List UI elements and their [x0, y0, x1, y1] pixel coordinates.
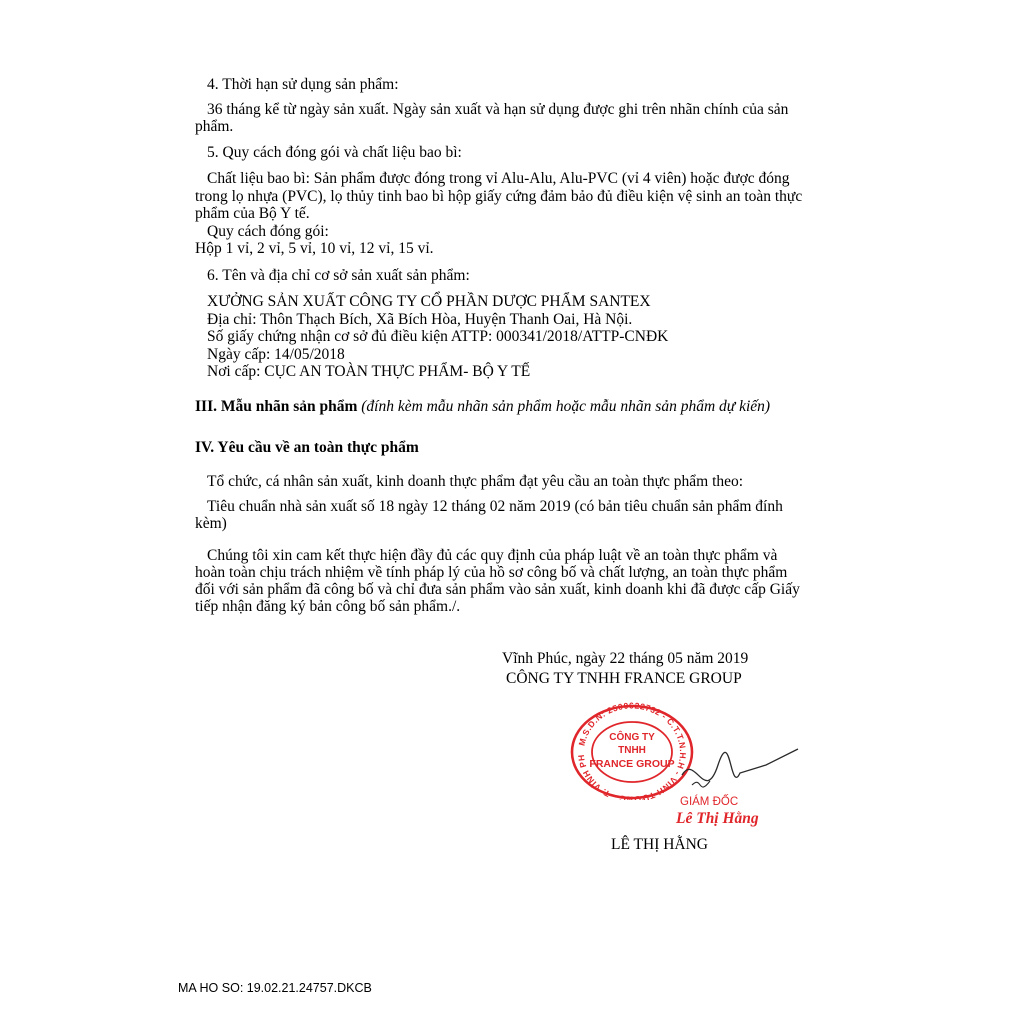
part-4-paragraph-3-line-4: tiếp nhận đăng ký bản công bố sản phẩm./. [195, 598, 461, 615]
part-4-paragraph-2-line-1: Tiêu chuẩn nhà sản xuất số 18 ngày 12 tháng 02 năm 2019 (có bản tiêu chuẩn sản phẩm đính [207, 498, 783, 515]
signature-name: Lê Thị Hằng [676, 810, 759, 827]
part-4-paragraph-3-line-3: đối với sản phẩm đã công bố và chỉ đưa sản phẩm vào sản xuất, kinh doanh khi đã được cấp Giấy [195, 581, 800, 598]
signature-block [670, 735, 800, 830]
part-3-note: (đính kèm mẫu nhãn sản phẩm hoặc mẫu nhãn sản phẩm dự kiến) [361, 398, 771, 415]
section-6-text-line-5: Nơi cấp: CỤC AN TOÀN THỰC PHẨM- BỘ Y TẾ [207, 363, 531, 380]
signer-name: LÊ THỊ HẰNG [611, 836, 709, 853]
part-4-paragraph-1: Tổ chức, cá nhân sản xuất, kinh doanh thực phẩm đạt yêu cầu an toàn thực phẩm theo: [207, 473, 744, 490]
section-6-title: 6. Tên và địa chỉ cơ sở sản xuất sản phẩm: [207, 267, 470, 284]
part-4-paragraph-3-line-1: Chúng tôi xin cam kết thực hiện đầy đủ các quy định của pháp luật về an toàn thực phẩm và [207, 547, 778, 564]
section-5-title: 5. Quy cách đóng gói và chất liệu bao bì: [207, 144, 462, 161]
section-6-text-line-2: Địa chỉ: Thôn Thạch Bích, Xã Bích Hòa, Huyện Thanh Oai, Hà Nội. [207, 311, 633, 328]
part-4-paragraph-3-line-2: hoàn toàn chịu trách nhiệm về tính pháp lý của hồ sơ công bố và chất lượng, an toàn thực phẩm [195, 564, 788, 581]
section-6-text-line-1: XƯỞNG SẢN XUẤT CÔNG TY CỔ PHẦN DƯỢC PHẨM SANTEX [207, 293, 651, 310]
section-6-text-line-3: Số giấy chứng nhận cơ sở đủ điều kiện ATTP: 000341/2018/ATTP-CNĐK [207, 328, 669, 345]
signature-graphic [670, 735, 800, 830]
seal-ring-text: M.S.D.N: 2500622732 - C.T.T.N.H.H - VĨNH TƯỜNG - T. VĨNH PH [575, 700, 689, 800]
section-5-text-line-1: Chất liệu bao bì: Sản phẩm được đóng trong vỉ Alu-Alu, Alu-PVC (vỉ 4 viên) hoặc được đóng [207, 170, 790, 187]
signature-title: GIÁM ĐỐC [680, 796, 739, 808]
part-3-title: III. Mẫu nhãn sản phẩm [195, 398, 358, 415]
document-code: MA HO SO: 19.02.21.24757.DKCB [178, 981, 372, 995]
place-date: Vĩnh Phúc, ngày 22 tháng 05 năm 2019 [502, 650, 749, 667]
seal-center-line-2: TNHH [618, 745, 646, 756]
seal-center-line-1: CÔNG TY [609, 732, 655, 743]
seal-center-line-3: FRANCE GROUP [589, 758, 675, 770]
signature-flourish [692, 781, 710, 787]
section-5-text-line-5: Hộp 1 vỉ, 2 vỉ, 5 vỉ, 10 vỉ, 12 vỉ, 15 vỉ. [195, 240, 434, 257]
part-4-paragraph-2-line-2: kèm) [195, 515, 227, 532]
section-6-text-line-4: Ngày cấp: 14/05/2018 [207, 346, 345, 363]
section-4-title: 4. Thời hạn sử dụng sản phẩm: [207, 76, 399, 93]
section-4-text-line-2: phẩm. [195, 118, 234, 135]
section-5-text-line-4: Quy cách đóng gói: [207, 223, 329, 240]
part-3-heading [195, 398, 770, 415]
handwritten-signature [682, 749, 798, 781]
part-4-title: IV. Yêu cầu về an toàn thực phẩm [195, 439, 419, 456]
section-5-text-line-2: trong lọ nhựa (PVC), lọ thủy tinh bao bì hộp giấy cứng đảm bảo đủ điều kiện vệ sinh an toàn thực [195, 188, 803, 205]
company-name: CÔNG TY TNHH FRANCE GROUP [506, 670, 742, 687]
section-5-text-line-3: phẩm của Bộ Y tế. [195, 205, 310, 222]
section-4-text-line-1: 36 tháng kể từ ngày sản xuất. Ngày sản xuất và hạn sử dụng được ghi trên nhãn chính của sản [207, 101, 789, 118]
